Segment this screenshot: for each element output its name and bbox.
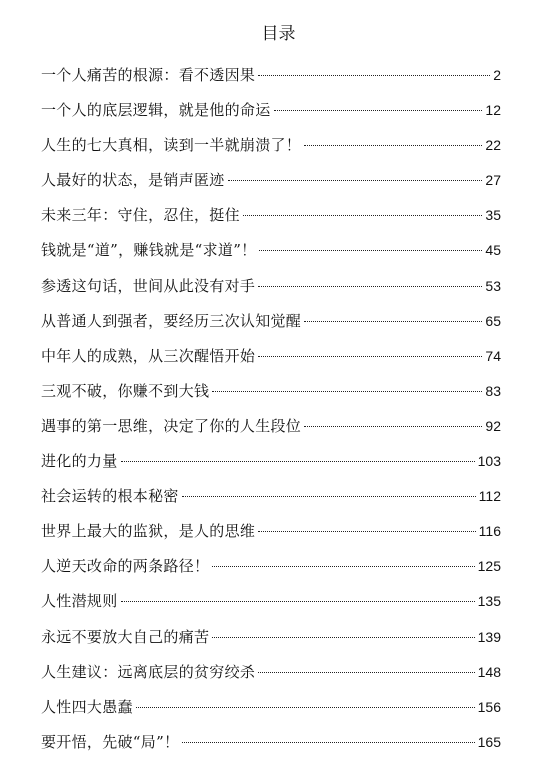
toc-entry-label: 人性潜规则 [41, 592, 118, 611]
toc-entry-label: 未来三年：守住，忍住，挺住 [41, 206, 240, 225]
toc-entry-label: 人性四大愚蠢 [41, 697, 133, 716]
toc-entry-page-number: 139 [477, 628, 501, 645]
toc-entry-label: 中年人的成熟，从三次醒悟开始 [41, 346, 256, 365]
dot-leader [121, 601, 475, 602]
toc-entry-label: 要开悟，先破“局”！ [41, 732, 180, 751]
toc-entry-page-number: 12 [485, 102, 501, 119]
toc-entry-page-number: 65 [485, 312, 501, 329]
dot-leader [258, 531, 475, 532]
toc-entry-page-number: 125 [477, 558, 501, 575]
toc-entry[interactable] [41, 269, 501, 304]
toc-entry[interactable] [41, 339, 501, 374]
toc-entry[interactable] [41, 549, 501, 584]
toc-entry-page-number: 22 [485, 137, 501, 154]
toc-entry-label: 遇事的第一思维，决定了你的人生段位 [41, 416, 302, 435]
toc-entry-page-number: 156 [477, 698, 501, 715]
dot-leader [182, 742, 474, 743]
dot-leader [258, 356, 482, 357]
toc-entry-page-number: 74 [485, 347, 501, 364]
dot-leader [274, 110, 483, 111]
toc-entry[interactable] [41, 374, 501, 409]
dot-leader [212, 391, 482, 392]
toc-entry-page-number: 112 [478, 488, 501, 505]
dot-leader [304, 321, 482, 322]
toc-entry-label: 人生建议：远离底层的贫穷绞杀 [41, 662, 256, 681]
toc-entry-label: 参透这句话，世间从此没有对手 [41, 276, 256, 295]
toc-entry-page-number: 103 [477, 453, 501, 470]
toc-entry-label: 一个人痛苦的根源：看不透因果 [41, 66, 256, 84]
toc-entry-page-number: 148 [477, 663, 501, 680]
toc-entry[interactable] [41, 620, 501, 655]
dot-leader [182, 496, 476, 497]
toc-entry[interactable] [41, 655, 501, 690]
toc-entry[interactable] [41, 198, 501, 233]
toc-entry-label: 钱就是“道”，赚钱就是“求道”！ [41, 241, 257, 260]
dot-leader [258, 286, 482, 287]
dot-leader [258, 75, 490, 76]
toc-entry-page-number: 53 [485, 277, 501, 294]
dot-leader [212, 566, 474, 567]
toc-entry-label: 人生的七大真相，读到一半就崩溃了！ [41, 136, 302, 155]
toc-entry[interactable] [41, 304, 501, 339]
toc-entry-page-number: 45 [485, 242, 501, 259]
dot-leader [304, 426, 482, 427]
toc-entry[interactable] [41, 409, 501, 444]
toc-entry-label: 人最好的状态，是销声匿迹 [41, 171, 225, 190]
toc-entry[interactable] [41, 690, 501, 725]
toc-title: 目录 [261, 24, 296, 44]
toc-entry[interactable] [41, 584, 501, 619]
dot-leader [243, 215, 483, 216]
toc-entry[interactable] [41, 444, 501, 479]
toc-entry-page-number: 35 [485, 207, 501, 224]
toc-entry-page-number: 27 [485, 172, 501, 189]
toc-entry[interactable] [41, 725, 501, 760]
toc-entry-page-number: 135 [477, 593, 501, 610]
dot-leader [258, 672, 474, 673]
toc-entry-page-number: 2 [493, 67, 501, 83]
toc-entry[interactable] [41, 479, 501, 514]
toc-entry-label: 世界上最大的监狱，是人的思维 [41, 522, 256, 541]
toc-entry-label: 社会运转的根本秘密 [41, 487, 179, 506]
toc-list [41, 58, 501, 760]
toc-entry-label: 进化的力量 [41, 452, 118, 471]
dot-leader [212, 637, 474, 638]
toc-entry-label: 人逆天改命的两条路径！ [41, 557, 210, 576]
toc-entry-page-number: 83 [485, 382, 501, 399]
dot-leader [259, 250, 482, 251]
toc-entry[interactable] [41, 514, 501, 549]
dot-leader [228, 180, 483, 181]
toc-entry[interactable] [41, 233, 501, 268]
dot-leader [136, 707, 475, 708]
dot-leader [121, 461, 475, 462]
toc-entry[interactable] [41, 128, 501, 163]
toc-entry-page-number: 165 [477, 733, 501, 750]
toc-entry-label: 三观不破，你赚不到大钱 [41, 381, 210, 400]
toc-entry[interactable] [41, 163, 501, 198]
toc-entry-page-number: 92 [485, 417, 501, 434]
toc-entry-label: 从普通人到强者，要经历三次认知觉醒 [41, 311, 302, 330]
toc-entry-page-number: 116 [478, 523, 501, 540]
dot-leader [304, 145, 482, 146]
toc-entry-label: 一个人的底层逻辑，就是他的命运 [41, 101, 271, 120]
toc-entry[interactable] [41, 58, 501, 93]
toc-entry-label: 永远不要放大自己的痛苦 [41, 627, 210, 646]
toc-entry[interactable] [41, 93, 501, 128]
